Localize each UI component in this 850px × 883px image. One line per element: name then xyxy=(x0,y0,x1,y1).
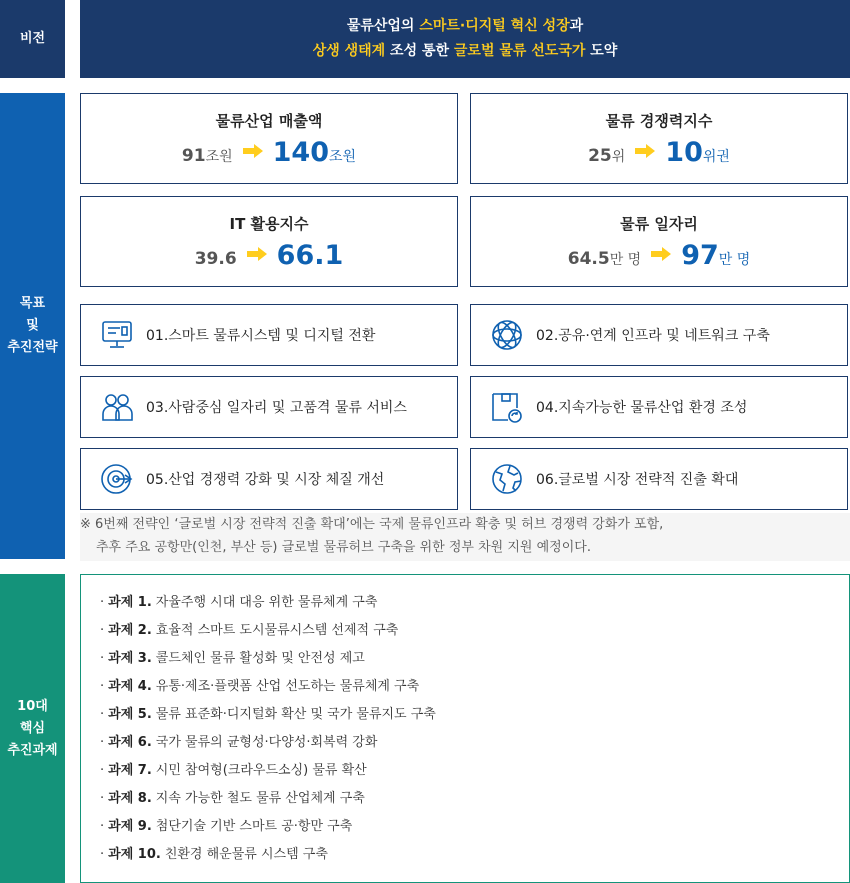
kpi-values xyxy=(195,240,344,271)
kpi-target-value: 66.1 xyxy=(276,239,344,271)
vision-statement xyxy=(80,0,850,78)
strategy-item xyxy=(80,304,458,366)
strategy-item xyxy=(470,304,848,366)
task-item xyxy=(100,701,849,729)
bullet-dot-icon: · xyxy=(100,623,105,638)
bullet-dot-icon: · xyxy=(100,595,105,610)
strategy-item xyxy=(470,376,848,438)
kpi-target-unit: 조원 xyxy=(329,148,357,165)
kpi-box xyxy=(470,93,848,184)
task-number: 과제 7. xyxy=(108,763,152,778)
network-icon xyxy=(490,318,524,352)
kpi-title: 물류 일자리 xyxy=(620,214,698,233)
kpi-current-unit: 조원 xyxy=(205,148,233,165)
vision-line2-part: 조성 통한 xyxy=(385,43,454,59)
kpi-values xyxy=(182,137,356,168)
task-number: 과제 2. xyxy=(108,623,152,638)
tasks-side-text: 10대 핵심 추진과제 xyxy=(7,698,58,758)
task-text: 유통·제조·플랫폼 산업 선도하는 물류체계 구축 xyxy=(155,679,420,694)
target-icon xyxy=(100,462,134,496)
kpi-current-value: 91 xyxy=(181,145,206,166)
tasks-list xyxy=(80,574,850,883)
task-item xyxy=(100,645,849,673)
task-item xyxy=(100,729,849,757)
kpi-current-value: 64.5 xyxy=(567,248,610,269)
vision-line1-highlight: 스마트·디지털 혁신 성장 xyxy=(419,18,570,34)
arrow-right-icon xyxy=(651,246,671,265)
bullet-dot-icon: · xyxy=(100,819,105,834)
task-text: 시민 참여형(크라우드소싱) 물류 확산 xyxy=(155,763,367,778)
strategy-label: 06.글로벌 시장 전략적 진출 확대 xyxy=(536,472,739,488)
strategy-item xyxy=(470,448,848,510)
task-item xyxy=(100,813,849,841)
task-number: 과제 3. xyxy=(108,651,152,666)
task-item xyxy=(100,673,849,701)
vision-line1-part: 과 xyxy=(569,18,584,34)
note-line-2: 추후 주요 공항만(인천, 부산 등) 글로벌 물류허브 구축을 위한 정부 차원 지원 예정이다. xyxy=(96,540,591,555)
vision-line1-part: 물류산업의 xyxy=(346,18,420,34)
task-number: 과제 5. xyxy=(108,707,152,722)
kpi-values xyxy=(588,137,730,168)
vision-line2-highlight: 글로벌 물류 선도국가 xyxy=(453,43,586,59)
strategy-label: 05.산업 경쟁력 강화 및 시장 체질 개선 xyxy=(146,472,385,488)
kpi-current-value: 25 xyxy=(588,145,612,166)
note-line-1: ※ 6번째 전략인 ‘글로벌 시장 전략적 진출 확대’에는 국제 물류인프라 확충 및 허브 경쟁력 강화가 포함, xyxy=(80,517,664,532)
task-text: 콜드체인 물류 활성화 및 안전성 제고 xyxy=(155,651,365,666)
task-item xyxy=(100,785,849,813)
kpi-title: IT 활용지수 xyxy=(229,214,309,233)
vision-side-label xyxy=(0,0,65,78)
task-text: 지속 가능한 철도 물류 산업체계 구축 xyxy=(155,791,365,806)
kpi-target-value: 140 xyxy=(272,136,330,168)
task-number: 과제 10. xyxy=(108,847,161,862)
bullet-dot-icon: · xyxy=(100,735,105,750)
kpi-current-unit: 위 xyxy=(611,148,626,165)
vision-line2-highlight: 상생 생태계 xyxy=(312,43,386,59)
bullet-dot-icon: · xyxy=(100,679,105,694)
arrow-right-icon xyxy=(635,143,655,162)
task-number: 과제 1. xyxy=(108,595,152,610)
kpi-current-value: 39.6 xyxy=(194,248,237,269)
vision-line-1 xyxy=(347,14,583,39)
strategy-note xyxy=(80,513,850,561)
kpi-title: 물류산업 매출액 xyxy=(215,111,323,130)
kpi-values xyxy=(568,240,751,271)
strategy-item xyxy=(80,448,458,510)
strategy-item xyxy=(80,376,458,438)
bullet-dot-icon: · xyxy=(100,707,105,722)
kpi-box xyxy=(80,196,458,287)
strategy-label: 03.사람중심 일자리 및 고품격 물류 서비스 xyxy=(146,400,407,416)
kpi-title: 물류 경쟁력지수 xyxy=(605,111,713,130)
task-text: 자율주행 시대 대응 위한 물류체계 구축 xyxy=(155,595,378,610)
arrow-right-icon xyxy=(247,246,267,265)
task-number: 과제 9. xyxy=(108,819,152,834)
strategy-label: 01.스마트 물류시스템 및 디지털 전환 xyxy=(146,328,376,344)
task-item xyxy=(100,757,849,785)
task-text: 친환경 해운물류 시스템 구축 xyxy=(164,847,328,862)
kpi-target-unit: 위권 xyxy=(702,148,730,165)
strategy-label: 02.공유·연계 인프라 및 네트워크 구축 xyxy=(536,328,770,344)
task-text: 국가 물류의 균형성·다양성·회복력 강화 xyxy=(155,735,378,750)
task-item xyxy=(100,617,849,645)
globe-icon xyxy=(490,462,524,496)
task-text: 효율적 스마트 도시물류시스템 선제적 구축 xyxy=(155,623,399,638)
goal-side-text: 목표 및 추진전략 xyxy=(7,296,58,355)
vision-line-2 xyxy=(313,39,618,64)
task-number: 과제 4. xyxy=(108,679,152,694)
bullet-dot-icon: · xyxy=(100,791,105,806)
kpi-target-value: 10 xyxy=(665,136,703,168)
people-icon xyxy=(100,390,134,424)
strategy-label: 04.지속가능한 물류산업 환경 조성 xyxy=(536,400,748,416)
task-item xyxy=(100,841,849,869)
task-item xyxy=(100,589,849,617)
kpi-box xyxy=(80,93,458,184)
kpi-current-unit: 만 명 xyxy=(609,251,642,268)
task-number: 과제 6. xyxy=(108,735,152,750)
kpi-box xyxy=(470,196,848,287)
task-text: 물류 표준화·디지털화 확산 및 국가 물류지도 구축 xyxy=(155,707,436,722)
bullet-dot-icon: · xyxy=(100,847,105,862)
task-number: 과제 8. xyxy=(108,791,152,806)
bullet-dot-icon: · xyxy=(100,763,105,778)
task-text: 첨단기술 기반 스마트 공·항만 구축 xyxy=(155,819,353,834)
tasks-side-label xyxy=(0,574,65,883)
eco-box-icon xyxy=(490,390,524,424)
vision-line2-part: 도약 xyxy=(585,43,618,59)
arrow-right-icon xyxy=(243,143,263,162)
monitor-icon xyxy=(100,318,134,352)
kpi-target-unit: 만 명 xyxy=(718,251,751,268)
kpi-target-value: 97 xyxy=(681,239,719,271)
bullet-dot-icon: · xyxy=(100,651,105,666)
goal-side-label xyxy=(0,93,65,559)
vision-side-text: 비전 xyxy=(19,31,46,46)
